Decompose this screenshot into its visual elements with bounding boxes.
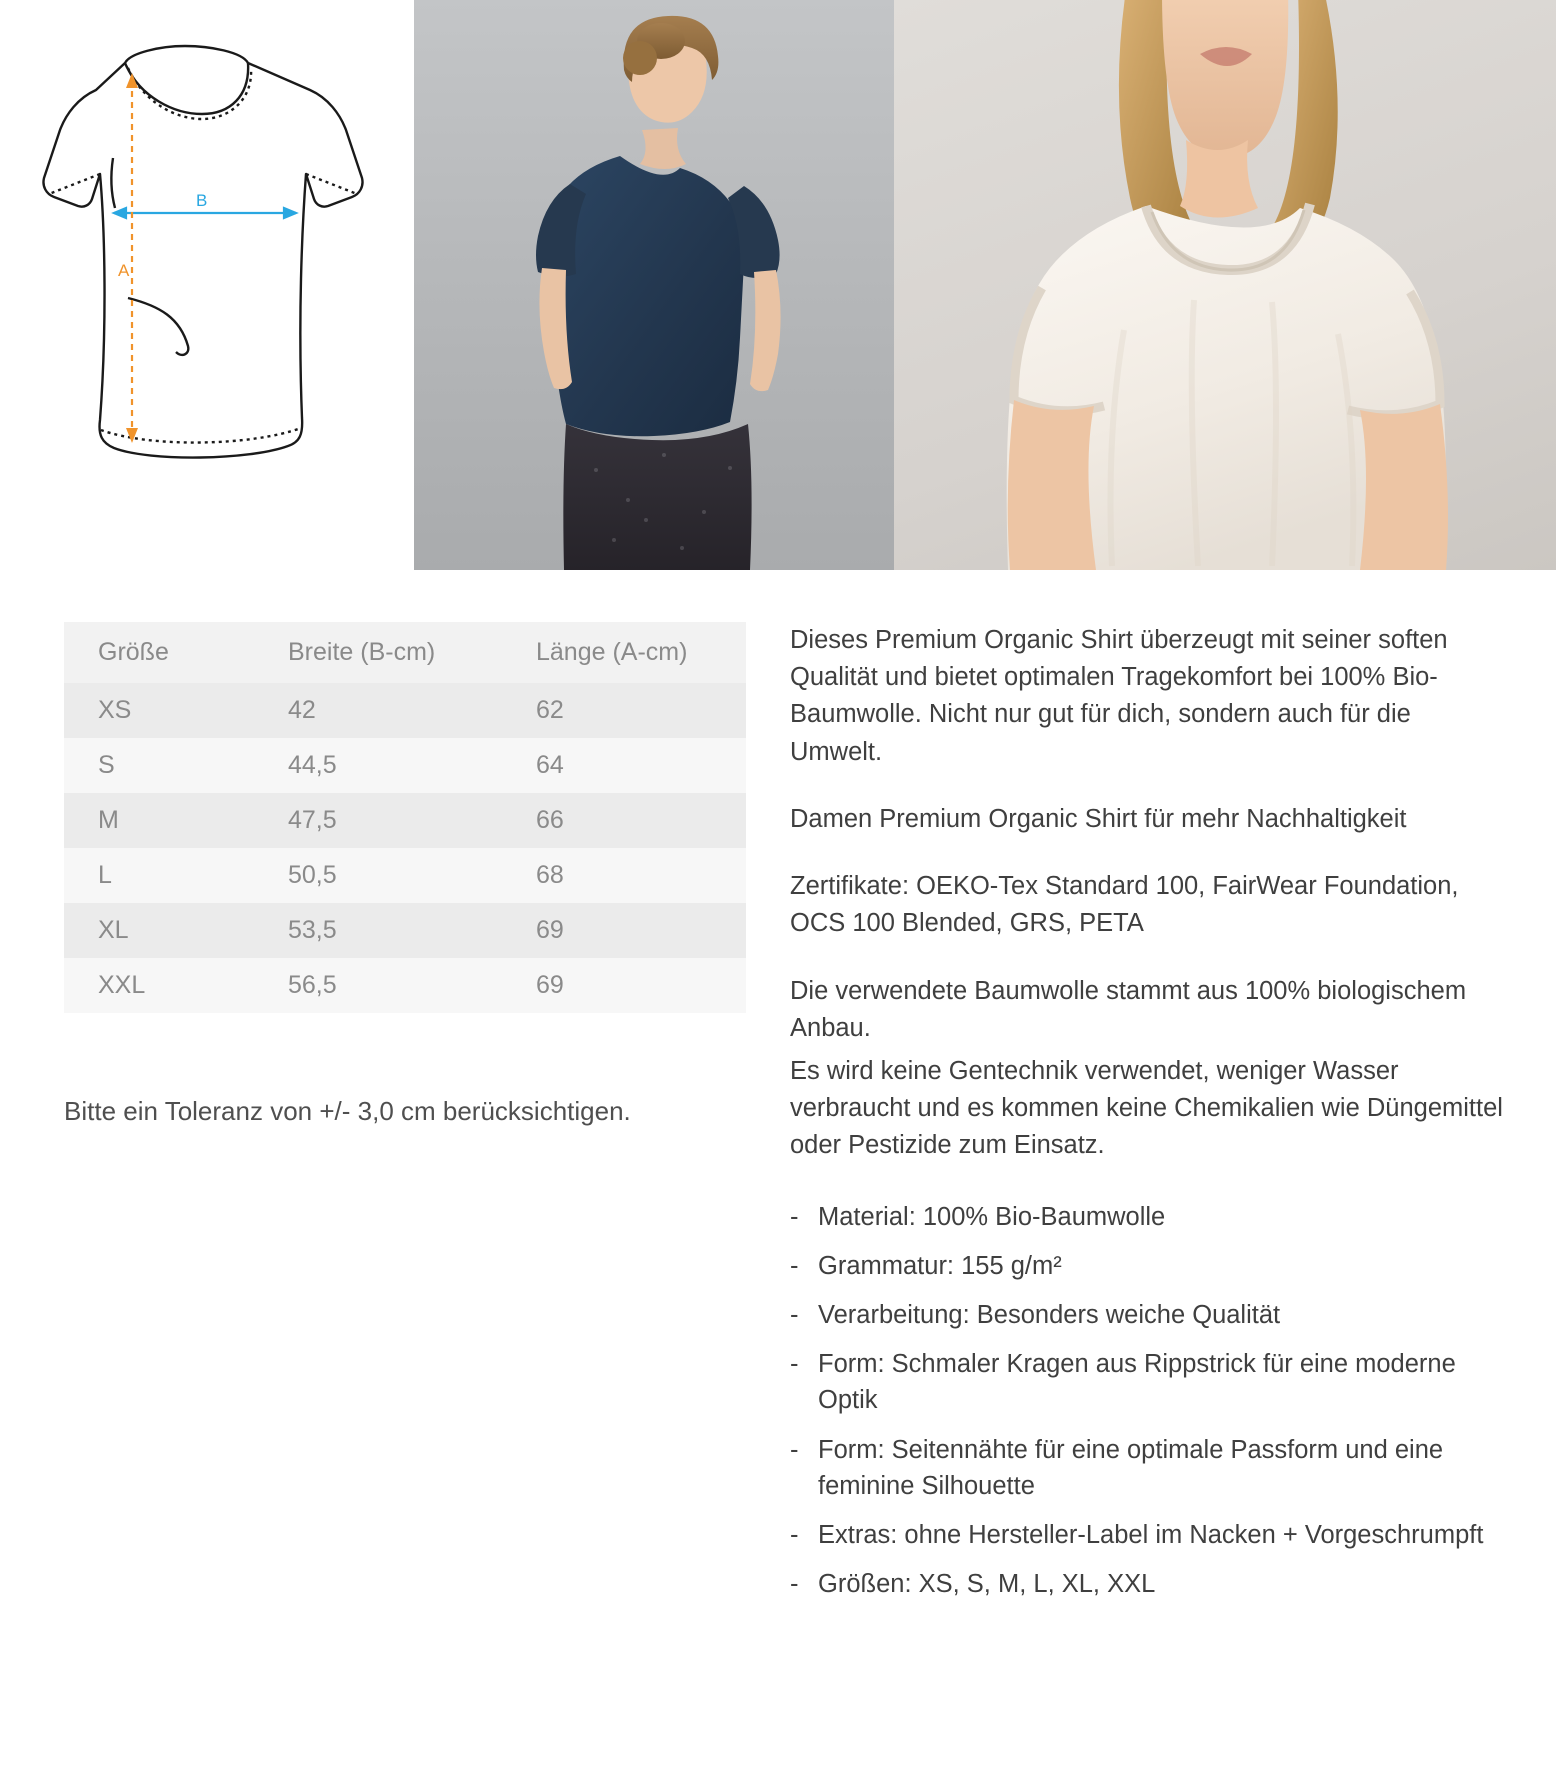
feature-text: Verarbeitung: Besonders weiche Qualität xyxy=(818,1301,1281,1330)
list-item xyxy=(790,1346,1508,1418)
cell-size: L xyxy=(64,848,254,903)
table-row xyxy=(64,793,746,848)
bullet-dash-icon: - xyxy=(790,1301,799,1330)
feature-text: Extras: ohne Hersteller-Label im Nacken + Vorgeschrumpft xyxy=(818,1521,1484,1550)
list-item xyxy=(790,1248,1508,1284)
tolerance-note: Bitte ein Toleranz von +/- 3,0 cm berücksichtigen. xyxy=(64,1096,631,1126)
cell-width: 53,5 xyxy=(254,903,502,958)
cell-width: 47,5 xyxy=(254,793,502,848)
feature-list xyxy=(790,1199,1508,1603)
table-row xyxy=(64,683,746,738)
bullet-dash-icon: - xyxy=(790,1251,799,1280)
cell-length: 69 xyxy=(502,958,746,1013)
feature-text: Form: Seitennähte für eine optimale Passform und eine feminine Silhouette xyxy=(818,1435,1444,1500)
table-row xyxy=(64,738,746,793)
model-back-photo-art xyxy=(414,0,894,570)
description-cotton-origin: Die verwendete Baumwolle stammt aus 100% biologischem Anbau. xyxy=(790,976,1467,1042)
feature-text: Form: Schmaler Kragen aus Rippstrick für eine moderne Optik xyxy=(818,1350,1456,1415)
size-table-header-size: Größe xyxy=(64,622,254,683)
tshirt-technical-svg xyxy=(10,18,400,508)
model-front-photo xyxy=(894,0,1556,570)
list-item xyxy=(790,1517,1508,1553)
list-item xyxy=(790,1432,1508,1504)
left-column xyxy=(0,622,790,1615)
size-table-header-row xyxy=(64,622,746,683)
size-table xyxy=(64,622,746,1013)
width-label: B xyxy=(196,191,208,210)
bullet-dash-icon: - xyxy=(790,1521,799,1550)
description-cotton-details: Es wird keine Gentechnik verwendet, weniger Wasser verbraucht und es kommen keine Chemikalien wie Düngemittel oder Pestizide zum Einsatz. xyxy=(790,1056,1503,1160)
table-row xyxy=(64,848,746,903)
cell-size: XL xyxy=(64,903,254,958)
cell-width: 50,5 xyxy=(254,848,502,903)
description-intro: Dieses Premium Organic Shirt überzeugt mit seiner soften Qualität und bietet optimalen Tragekomfort bei 100% Bio-Baumwolle. Nicht nur gut für dich, sondern auch für die Umwelt. xyxy=(790,626,1448,766)
cell-length: 64 xyxy=(502,738,746,793)
cell-length: 62 xyxy=(502,683,746,738)
cell-size: XS xyxy=(64,683,254,738)
product-image-row xyxy=(0,0,1556,570)
feature-text: Material: 100% Bio-Baumwolle xyxy=(818,1202,1166,1231)
list-item xyxy=(790,1297,1508,1333)
cell-length: 66 xyxy=(502,793,746,848)
description-certificates: Zertifikate: OEKO-Tex Standard 100, FairWear Foundation, OCS 100 Blended, GRS, PETA xyxy=(790,872,1459,938)
model-back-photo xyxy=(414,0,894,570)
cell-width: 42 xyxy=(254,683,502,738)
size-table-header-width: Breite (B-cm) xyxy=(254,622,502,683)
cell-size: S xyxy=(64,738,254,793)
cell-width: 56,5 xyxy=(254,958,502,1013)
cell-length: 68 xyxy=(502,848,746,903)
feature-text: Größen: XS, S, M, L, XL, XXL xyxy=(818,1570,1156,1599)
technical-drawing-image xyxy=(0,0,414,570)
description-subtitle: Damen Premium Organic Shirt für mehr Nachhaltigkeit xyxy=(790,804,1407,833)
table-row xyxy=(64,903,746,958)
model-front-photo-art xyxy=(894,0,1556,570)
bullet-dash-icon: - xyxy=(790,1435,799,1464)
table-row xyxy=(64,958,746,1013)
length-label: A xyxy=(118,261,130,280)
size-table-header-length: Länge (A-cm) xyxy=(502,622,746,683)
bullet-dash-icon: - xyxy=(790,1350,799,1379)
cell-size: XXL xyxy=(64,958,254,1013)
bullet-dash-icon: - xyxy=(790,1202,799,1231)
list-item xyxy=(790,1566,1508,1602)
model-back-illustration xyxy=(414,0,894,570)
cell-size: M xyxy=(64,793,254,848)
model-front-illustration xyxy=(894,0,1556,570)
bullet-dash-icon: - xyxy=(790,1570,799,1599)
right-column-description xyxy=(790,622,1556,1615)
cell-width: 44,5 xyxy=(254,738,502,793)
cell-length: 69 xyxy=(502,903,746,958)
content-area xyxy=(0,570,1556,1615)
feature-text: Grammatur: 155 g/m² xyxy=(818,1251,1062,1280)
list-item xyxy=(790,1199,1508,1235)
